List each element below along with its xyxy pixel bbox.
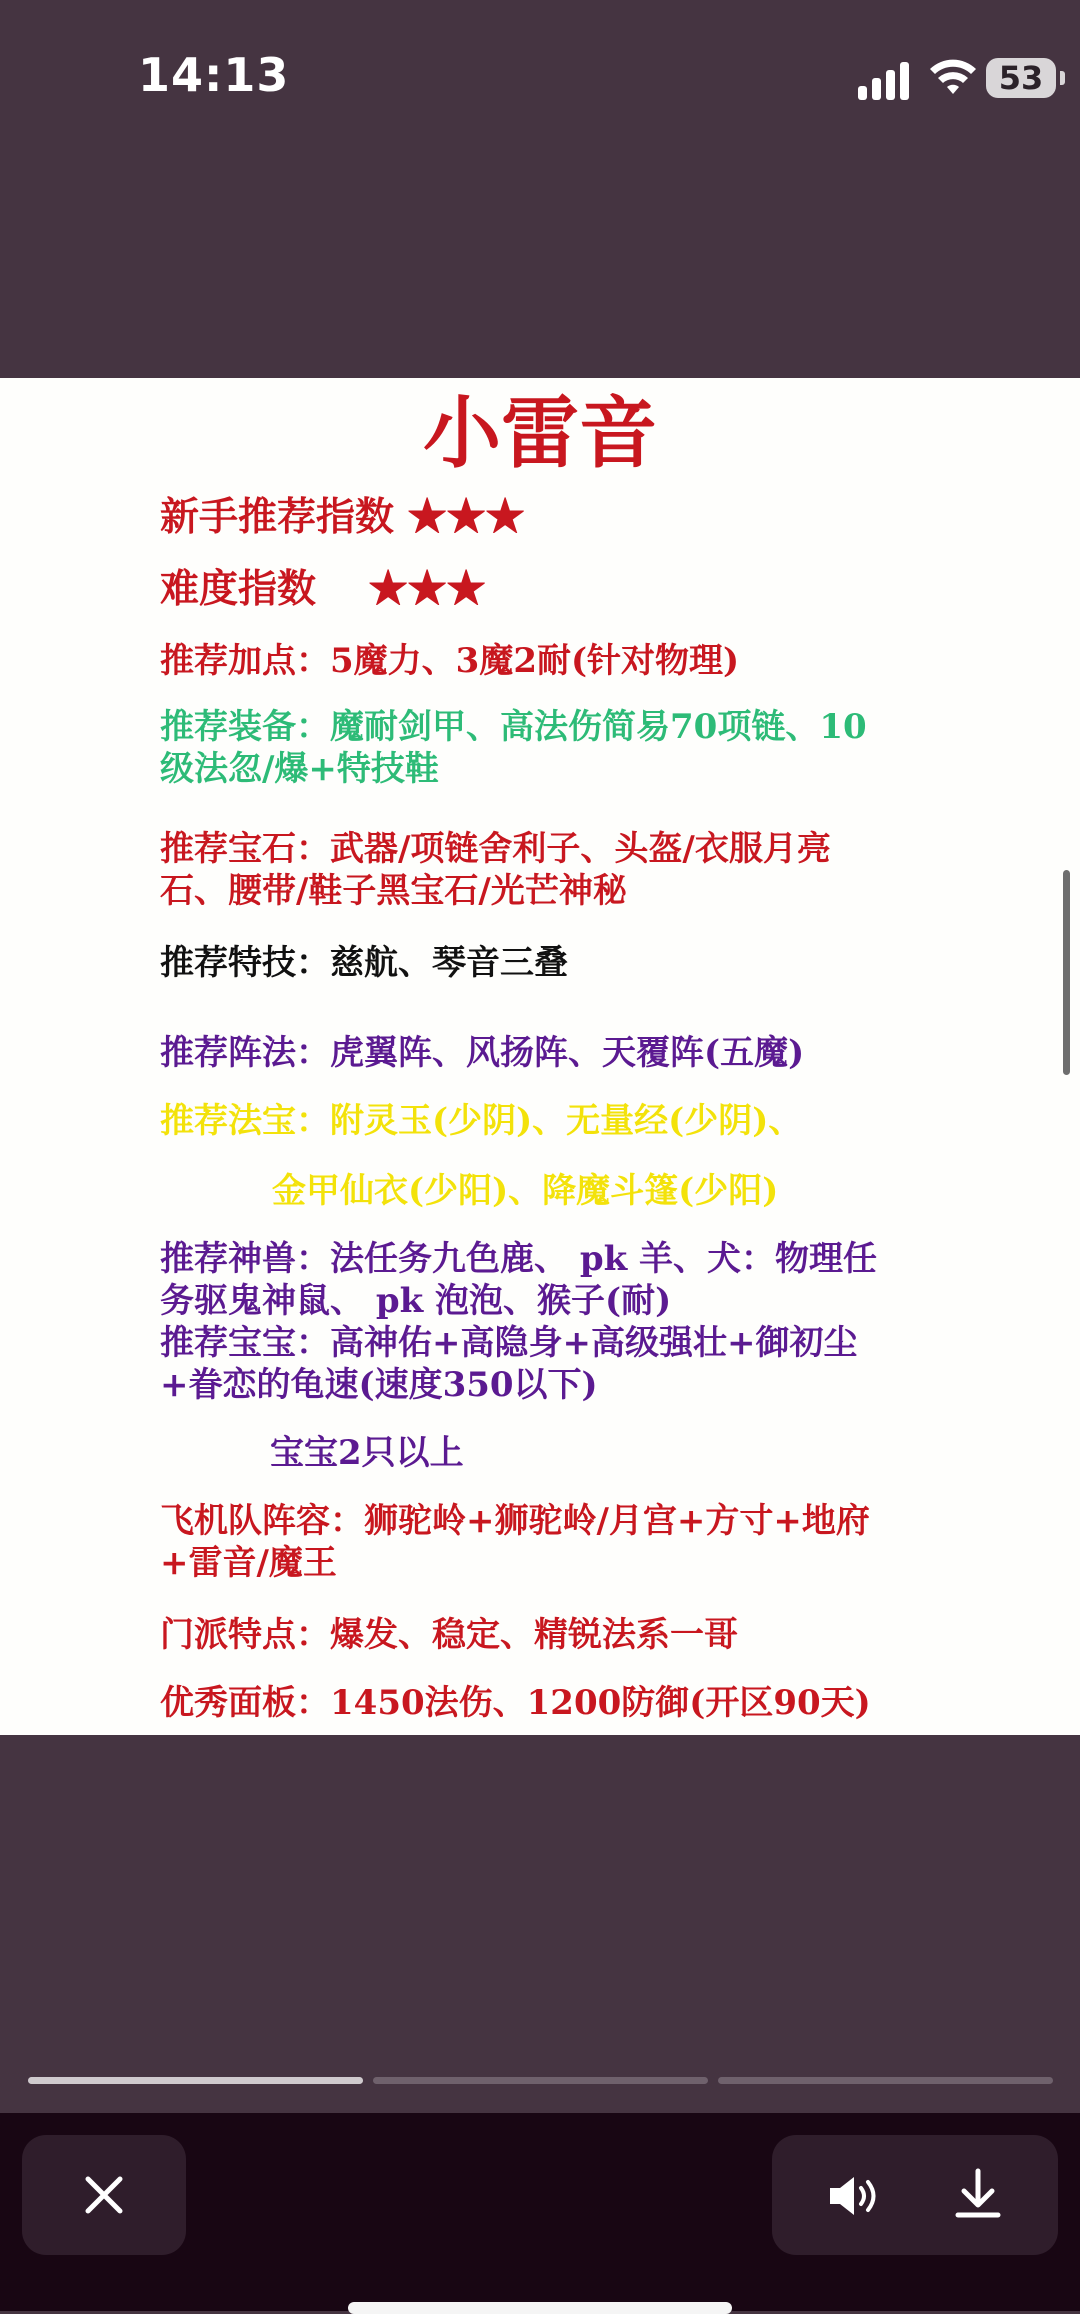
document-title: 小雷音	[422, 389, 657, 479]
speaker-icon[interactable]	[826, 2173, 882, 2219]
battery-tip	[1060, 71, 1065, 85]
document-line: 推荐阵法：虎翼阵、风扬阵、天覆阵(五魔)	[160, 1033, 805, 1073]
document-line: 优秀面板：1450法伤、1200防御(开区90天)	[160, 1683, 871, 1723]
document-line: 推荐装备：魔耐剑甲、高法伤简易70项链、10 级法忽/爆+特技鞋	[160, 707, 867, 789]
document-line: 门派特点：爆发、稳定、精锐法系一哥	[160, 1615, 738, 1655]
story-progress	[28, 2077, 1052, 2085]
document-line: 推荐法宝：附灵玉(少阴)、无量经(少阴)、	[160, 1101, 803, 1141]
document-line: 金甲仙衣(少阳)、降魔斗篷(少阳)	[272, 1171, 779, 1211]
progress-segment	[373, 2077, 708, 2084]
bottom-bar	[0, 2113, 1080, 2311]
cellular-signal-icon	[858, 60, 916, 100]
close-icon	[82, 2173, 126, 2217]
download-icon[interactable]	[954, 2167, 1002, 2221]
document-line: 推荐加点：5魔力、3魔2耐(针对物理)	[160, 641, 740, 681]
media-actions	[772, 2135, 1058, 2255]
progress-segment	[718, 2077, 1053, 2084]
document-line: 新手推荐指数 ★★★	[160, 494, 525, 540]
home-indicator	[348, 2302, 732, 2314]
document-image	[0, 378, 1080, 1735]
battery-indicator: 53	[986, 58, 1056, 98]
status-time: 14:13	[138, 48, 290, 102]
document-line: 推荐宝石：武器/项链舍利子、头盔/衣服月亮 石、腰带/鞋子黑宝石/光芒神秘	[160, 829, 831, 911]
document-line: 宝宝2只以上	[270, 1433, 464, 1473]
document-line: 推荐特技：慈航、琴音三叠	[160, 943, 568, 983]
scroll-indicator[interactable]	[1063, 870, 1070, 1075]
progress-segment	[28, 2077, 363, 2084]
wifi-icon	[928, 58, 978, 98]
document-line: 推荐神兽：法任务九色鹿、 pk 羊、犬：物理任 务驱鬼神鼠、 pk 泡泡、猴子(耐)	[160, 1239, 878, 1321]
document-line: 飞机队阵容：狮驼岭+狮驼岭/月宫+方寸+地府 +雷音/魔王	[160, 1501, 870, 1583]
close-button[interactable]	[22, 2135, 186, 2255]
document-line: 难度指数 ★★★	[160, 566, 486, 612]
document-line: 推荐宝宝：高神佑+高隐身+高级强壮+御初尘 +眷恋的龟速(速度350以下)	[160, 1323, 858, 1405]
